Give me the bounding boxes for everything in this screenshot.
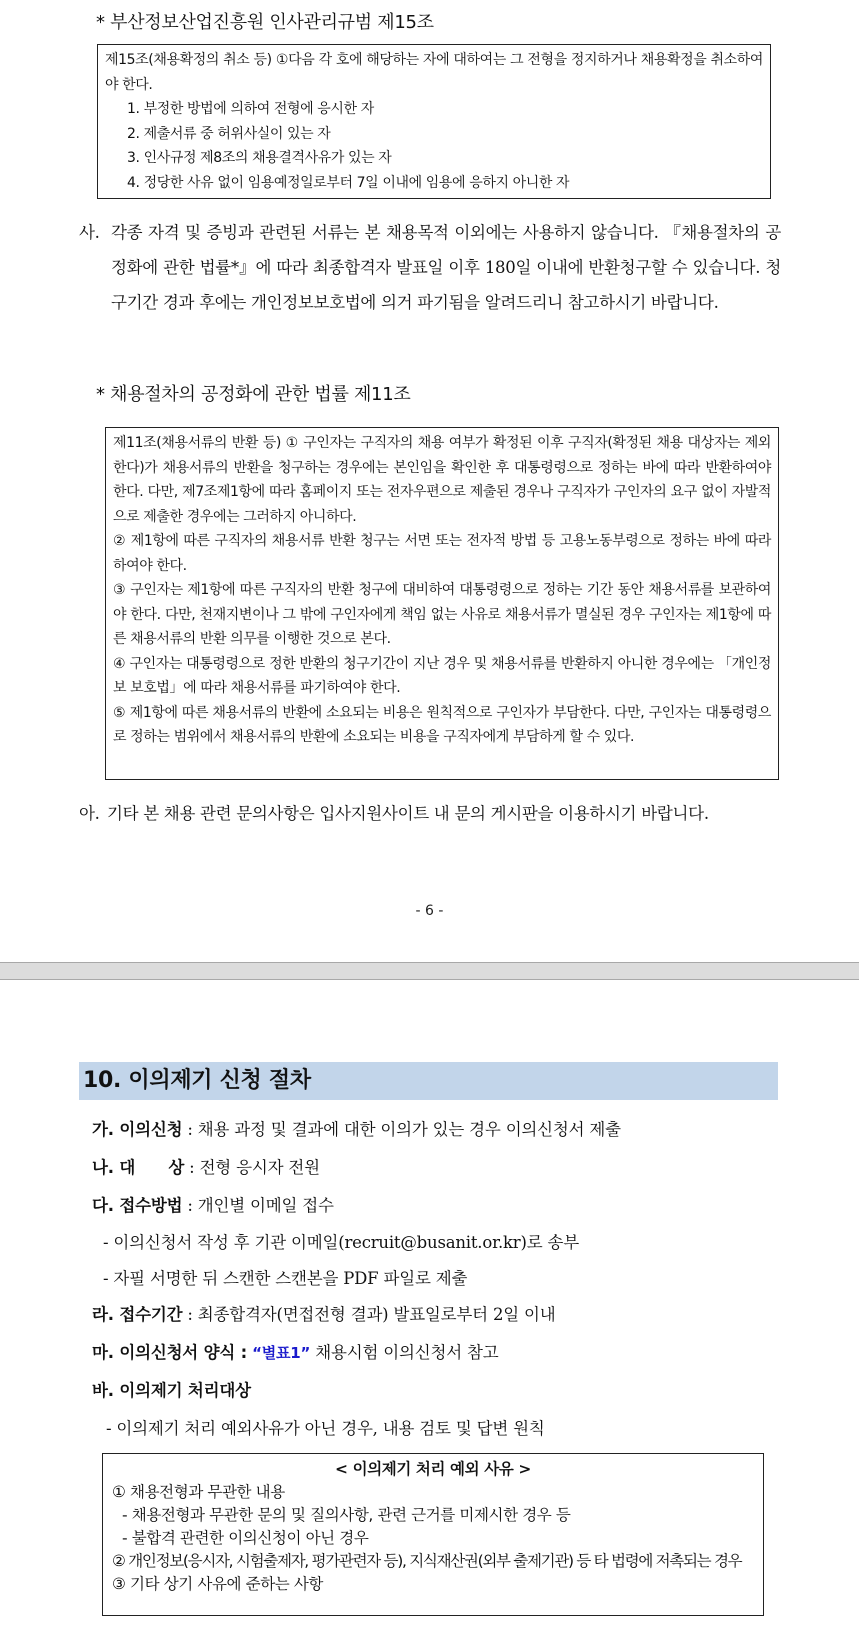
law-paragraph: ② 제1항에 따른 구직자의 채용서류 반환 청구는 서면 또는 전자적 방법 등 고용노동부령으로 정하는 바에 따라 하여야 한다. bbox=[113, 533, 771, 574]
info-row-processing-target bbox=[92, 1377, 251, 1401]
row-value: 채용 과정 및 결과에 대한 이의가 있는 경우 이의신청서 제출 bbox=[197, 1120, 621, 1139]
paragraph-text: 각종 자격 및 증빙과 관련된 서류는 본 채용목적 이외에는 사용하지 않습니다. 『채용절차의 공정화에 관한 법률*』에 따라 최종합격자 발표일 이후 180일 이내에 반환청구할 수 있습니다. 청구기간 경과 후에는 개인정보보호법에 의거 파기됨을 알려드리니 참고하시기 바랍니다. bbox=[111, 223, 781, 312]
info-row-form bbox=[92, 1339, 498, 1363]
row-label: 라. 접수기간 bbox=[92, 1305, 183, 1324]
law-excerpt-box bbox=[105, 427, 779, 780]
regulation-item: 4. 정당한 사유 없이 임용예정일로부터 7일 이내에 임용에 응하지 아니한 자 bbox=[127, 174, 570, 191]
regulation-excerpt-box bbox=[97, 44, 771, 199]
regulation-item: 3. 인사규정 제8조의 채용결격사유가 있는 자 bbox=[127, 150, 392, 166]
row-separator: : bbox=[182, 1305, 198, 1324]
info-row-period bbox=[92, 1301, 556, 1325]
method-subitem: - 이의신청서 작성 후 기관 이메일(recruit@busanit.or.kr)로 송부 bbox=[103, 1233, 579, 1252]
exception-box-title: < 이의제기 처리 예외 사유 > bbox=[335, 1460, 531, 1478]
row-value: 개인별 이메일 접수 bbox=[197, 1196, 334, 1215]
paragraph-a bbox=[79, 796, 781, 831]
section-heading: 10. 이의제기 신청 절차 bbox=[79, 1062, 778, 1100]
method-subitem: - 자필 서명한 뒤 스캔한 스캔본을 PDF 파일로 제출 bbox=[103, 1269, 468, 1288]
row-value: 최종합격자(면접전형 결과) 발표일로부터 2일 이내 bbox=[197, 1305, 556, 1324]
exception-subitem: - 불합격 관련한 이의신청이 아닌 경우 bbox=[122, 1529, 369, 1547]
page-number: - 6 - bbox=[415, 903, 444, 919]
info-row-objection bbox=[92, 1116, 621, 1140]
row-label: 다. 접수방법 bbox=[92, 1196, 183, 1215]
row-separator: : bbox=[182, 1196, 198, 1215]
paragraph-text: 기타 본 채용 관련 문의사항은 입사지원사이트 내 문의 게시판을 이용하시기 바랍니다. bbox=[107, 804, 709, 823]
row-label: 나. 대 상 bbox=[92, 1158, 185, 1177]
processing-subitem: - 이의제기 처리 예외사유가 아닌 경우, 내용 검토 및 답변 원칙 bbox=[106, 1419, 545, 1438]
paragraph-marker: 사. bbox=[79, 223, 100, 242]
info-row-method bbox=[92, 1192, 334, 1216]
paragraph-marker: 아. bbox=[79, 804, 100, 823]
exception-reasons-box bbox=[102, 1453, 764, 1616]
row-value: 전형 응시자 전원 bbox=[199, 1158, 320, 1177]
regulation-intro: 제15조(채용확정의 취소 등) ①다음 각 호에 해당하는 자에 대하여는 그 전형을 정지하거나 채용확정을 취소하여야 한다. bbox=[105, 52, 763, 93]
exception-item: ② 개인정보(응시자, 시험출제자, 평가관련자 등), 지식재산권(외부 출제기관) 등 타 법령에 저촉되는 경우 bbox=[112, 1552, 742, 1570]
regulation-item: 2. 제출서류 중 허위사실이 있는 자 bbox=[127, 125, 331, 142]
row-separator: : bbox=[182, 1120, 198, 1139]
regulation-item: 1. 부정한 방법에 의하여 전형에 응시한 자 bbox=[127, 101, 374, 117]
row-value: 채용시험 이의신청서 참고 bbox=[310, 1343, 499, 1362]
appendix-reference: “별표1” bbox=[252, 1344, 311, 1362]
row-separator: : bbox=[184, 1158, 200, 1177]
row-label: 마. 이의신청서 양식 : bbox=[92, 1343, 248, 1362]
exception-subitem: - 채용전형과 무관한 문의 및 질의사항, 관련 근거를 미제시한 경우 등 bbox=[122, 1506, 571, 1524]
law-paragraph: 제11조(채용서류의 반환 등) ① 구인자는 구직자의 채용 여부가 확정된 이후 구직자(확정된 채용 대상자는 제외한다)가 채용서류의 반환을 청구하는 경우에는 본인임을 확인한 후 대통령령으로 정하는 바에 따라 반환하여야 한다. 다만, 제7조제1항에 따라 홈페이지 또는 전자우편으로 제출된 경우나 구직자가 구인자의 요구 없이 자발적으로 제출한 경우에는 그러하지 아니하다. bbox=[113, 435, 771, 525]
regulation-note-title: * 부산정보산업진흥원 인사관리규범 제15조 bbox=[96, 12, 434, 33]
exception-item: ① 채용전형과 무관한 내용 bbox=[112, 1483, 285, 1501]
row-label: 가. 이의신청 bbox=[92, 1120, 183, 1139]
law-paragraph: ③ 구인자는 제1항에 따른 구직자의 반환 청구에 대비하여 대통령령으로 정하는 기간 동안 채용서류를 보관하여야 한다. 다만, 천재지변이나 그 밖에 구인자에게 책임 없는 사유로 채용서류가 멸실된 경우 구인자는 제1항에 따른 채용서류의 반환 의무를 이행한 것으로 본다. bbox=[113, 582, 771, 647]
law-paragraph: ⑤ 제1항에 따른 채용서류의 반환에 소요되는 비용은 원칙적으로 구인자가 부담한다. 다만, 구인자는 대통령령으로 정하는 범위에서 채용서류의 반환에 소요되는 비용을 구직자에게 부담하게 할 수 있다. bbox=[113, 704, 771, 745]
info-row-target bbox=[92, 1154, 320, 1178]
exception-item: ③ 기타 상기 사유에 준하는 사항 bbox=[112, 1575, 324, 1593]
law-note-title: * 채용절차의 공정화에 관한 법률 제11조 bbox=[96, 384, 411, 405]
page-separator bbox=[0, 962, 859, 980]
law-paragraph: ④ 구인자는 대통령령으로 정한 반환의 청구기간이 지난 경우 및 채용서류를 반환하지 아니한 경우에는 「개인정보 보호법」에 따라 채용서류를 파기하여야 한다. bbox=[113, 655, 771, 696]
paragraph-sa bbox=[79, 215, 781, 320]
row-label: 바. 이의제기 처리대상 bbox=[92, 1381, 251, 1400]
